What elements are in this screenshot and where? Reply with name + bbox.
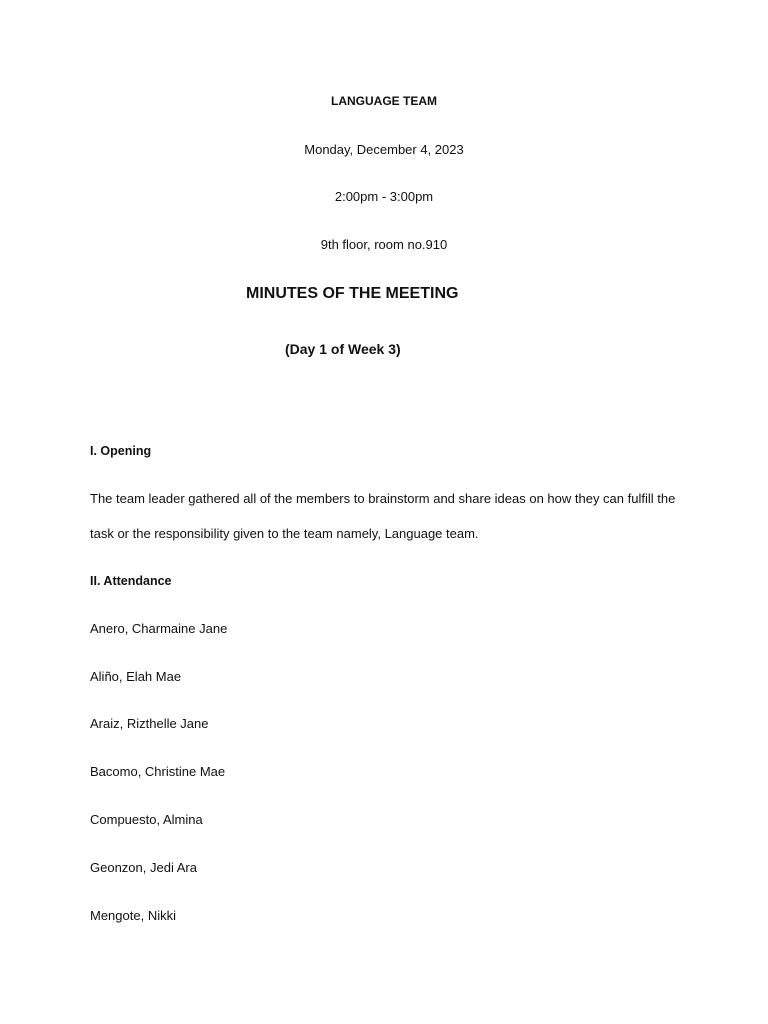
- opening-heading: I. Opening: [90, 444, 152, 458]
- team-name: LANGUAGE TEAM: [331, 94, 437, 108]
- meeting-date: Monday, December 4, 2023: [304, 142, 464, 157]
- attendee-item: Geonzon, Jedi Ara: [90, 860, 197, 875]
- attendee-item: Araiz, Rizthelle Jane: [90, 716, 209, 731]
- meeting-time: 2:00pm - 3:00pm: [334, 189, 434, 204]
- opening-paragraph-line: The team leader gathered all of the members to brainstorm and share ideas on how they can fulfill the: [90, 491, 676, 506]
- attendance-heading: II. Attendance: [90, 574, 172, 588]
- document-subtitle: (Day 1 of Week 3): [285, 341, 401, 357]
- attendee-item: Aliño, Elah Mae: [90, 669, 182, 684]
- attendee-item: Mengote, Nikki: [90, 908, 176, 923]
- attendee-item: Bacomo, Christine Mae: [90, 764, 226, 779]
- attendee-item: Anero, Charmaine Jane: [90, 621, 228, 636]
- meeting-room: 9th floor, room no.910: [320, 237, 448, 252]
- document-title: MINUTES OF THE MEETING: [246, 285, 459, 302]
- attendee-item: Compuesto, Almina: [90, 812, 203, 827]
- opening-paragraph-line: task or the responsibility given to the team namely, Language team.: [90, 526, 479, 541]
